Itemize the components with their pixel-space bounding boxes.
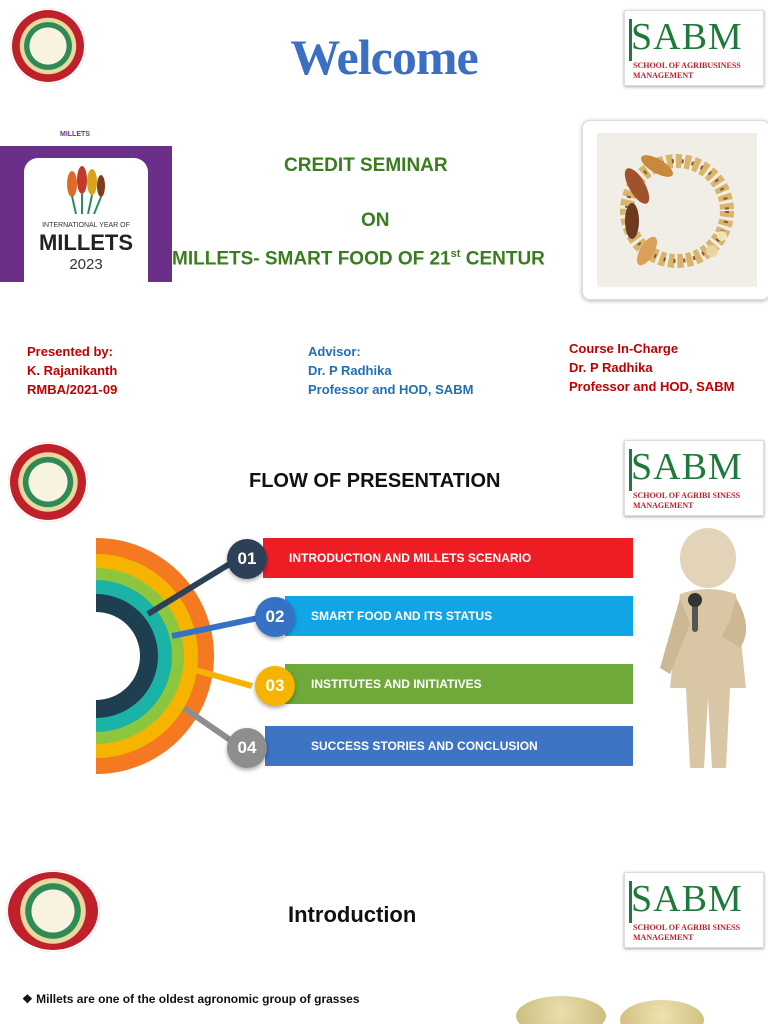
advisor-label: Advisor: [308, 344, 361, 359]
welcome-heading: Welcome [290, 29, 478, 85]
flow-item-number: 02 [255, 597, 295, 637]
flow-item-label: INTRODUCTION AND MILLETS SCENARIO [289, 551, 532, 565]
flow-item-band [285, 596, 633, 636]
slide-flow [0, 428, 768, 838]
sabm-logo-text: SABM [631, 16, 743, 58]
sabm-logo-line2: MANAGEMENT [633, 501, 694, 510]
millets-2023-poster [0, 122, 172, 282]
intro-bullet [22, 992, 360, 1006]
flow-item-band [285, 664, 633, 704]
advisor-block [308, 342, 473, 399]
sabm-logo [624, 10, 764, 86]
sabm-logo [624, 440, 764, 516]
connector-lines [140, 548, 260, 758]
poster-year: 2023 [69, 256, 103, 273]
course-incharge-title: Professor and HOD, SABM [569, 379, 735, 394]
millet-plants-icon [60, 166, 112, 214]
flow-item-label: INSTITUTES AND INITIATIVES [311, 677, 482, 691]
wreath-background [597, 133, 757, 287]
poster-inner-card [24, 158, 148, 282]
flow-item-label: SUCCESS STORIES AND CONCLUSION [311, 739, 538, 753]
presenter-block [27, 342, 117, 399]
flow-item-band [265, 726, 633, 766]
seminar-title-line3 [172, 248, 584, 270]
intro-bullet-text: Millets are one of the oldest agronomic group of grasses [36, 992, 360, 1006]
sabm-logo-text: SABM [631, 878, 743, 920]
course-incharge-block [569, 339, 734, 396]
seminar-title-sup: st [450, 248, 461, 260]
course-incharge-label: Course In-Charge [569, 341, 679, 356]
seminar-title-end: CENTUR [460, 248, 545, 270]
university-seal-logo [8, 442, 88, 522]
seminar-title-main: MILLETS- SMART FOOD OF 21 [172, 248, 451, 270]
flow-item-number: 01 [227, 539, 267, 579]
poster-subtitle: INTERNATIONAL YEAR OF [42, 222, 130, 229]
sabm-logo [624, 872, 764, 948]
flow-item-number: 04 [227, 728, 267, 768]
barnyard-millet-image [516, 996, 606, 1024]
sabm-logo-text: SABM [631, 446, 743, 488]
course-incharge-name: Dr. P Radhika [569, 360, 653, 375]
poster-header-text: MILLETS [60, 130, 90, 138]
presenter-label: Presented by: [27, 344, 113, 359]
sabm-logo-line2: MANAGEMENT [633, 71, 694, 80]
little-millet-image [620, 1000, 704, 1024]
seminar-title-line1: CREDIT SEMINAR [284, 155, 448, 176]
flow-item-band [263, 538, 633, 578]
grain-wreath-icon [607, 141, 747, 281]
millet-wreath-image [582, 120, 768, 300]
diamond-bullet-icon: ❖ [22, 992, 33, 1006]
poster-header-strip [0, 122, 172, 146]
sabm-logo-line1: SCHOOL OF AGRIBI SINESS [633, 491, 741, 500]
slide-introduction [0, 860, 768, 1024]
sabm-logo-line1: SCHOOL OF AGRIBUSINESS [633, 61, 741, 70]
speaker-figure-icon [650, 528, 768, 778]
slide-title [0, 0, 768, 420]
sabm-logo-line1: SCHOOL OF AGRIBI SINESS [633, 923, 741, 932]
poster-big-title: MILLETS [38, 230, 134, 255]
flow-title: FLOW OF PRESENTATION [249, 470, 501, 492]
advisor-name: Dr. P Radhika [308, 363, 392, 378]
university-seal-logo [6, 870, 100, 952]
flow-item-label: SMART FOOD AND ITS STATUS [311, 609, 493, 623]
flow-item-number: 03 [255, 666, 295, 706]
sabm-logo-line2: MANAGEMENT [633, 933, 694, 942]
advisor-title: Professor and HOD, SABM [308, 382, 474, 397]
intro-title: Introduction [288, 902, 417, 927]
presenter-name: K. Rajanikanth [27, 363, 118, 378]
presenter-id: RMBA/2021-09 [27, 382, 118, 397]
seminar-title-line2: ON [361, 210, 390, 231]
